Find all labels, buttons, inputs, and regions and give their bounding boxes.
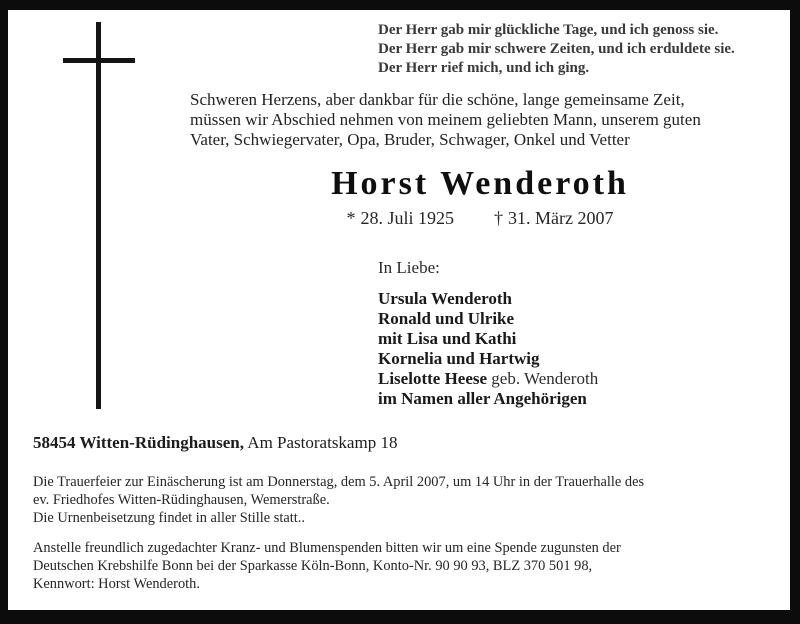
mourner-line: Ronald und Ulrike: [378, 309, 515, 328]
mourner-line: Liselotte Heese geb. Wenderoth: [378, 369, 599, 388]
deceased-name: Horst Wenderoth: [331, 165, 629, 202]
address-city: 58454 Witten-Rüdinghausen,: [33, 433, 244, 452]
cross-vertical-bar: [96, 22, 101, 409]
epigraph-line: Der Herr gab mir schwere Zeiten, und ich erduldete sie.: [378, 41, 735, 57]
epigraph-line: Der Herr rief mich, und ich ging.: [378, 60, 590, 76]
intro-line: Vater, Schwiegervater, Opa, Bruder, Schwager, Onkel und Vetter: [190, 130, 630, 149]
mourner-line: im Namen aller Angehörigen: [378, 389, 587, 408]
intro-line: Schweren Herzens, aber dankbar für die schöne, lange gemeinsame Zeit,: [190, 90, 685, 109]
donation-info: [33, 539, 621, 593]
intro-line: müssen wir Abschied nehmen von meinem geliebten Mann, unserem guten: [190, 110, 701, 129]
death-date: † 31. März 2007: [494, 208, 614, 228]
address-line: [33, 433, 397, 453]
birth-date: * 28. Juli 1925: [346, 208, 455, 228]
mourner-line: Kornelia und Hartwig: [378, 349, 540, 368]
death-dagger-symbol: †: [494, 208, 504, 228]
address-street: Am Pastoratskamp 18: [243, 433, 398, 452]
funeral-info-line: Die Urnenbeisetzung findet in aller Stille statt..: [33, 510, 305, 526]
epigraph: [378, 21, 735, 78]
donation-info-line: Kennwort: Horst Wenderoth.: [33, 576, 200, 592]
donation-info-line: Anstelle freundlich zugedachter Kranz- und Blumenspenden bitten wir um eine Spende zugunsten der: [33, 540, 621, 556]
deceased-block: [160, 166, 800, 229]
epigraph-line: Der Herr gab mir glückliche Tage, und ich genoss sie.: [378, 22, 719, 38]
intro-paragraph: [190, 90, 701, 150]
donation-info-line: Deutschen Krebshilfe Bonn bei der Sparkasse Köln-Bonn, Konto-Nr. 90 90 93, BLZ 370 501 98,: [33, 558, 593, 574]
mourner-line: mit Lisa und Kathi: [378, 329, 517, 348]
cross-horizontal-bar: [63, 58, 135, 63]
funeral-info-line: Die Trauerfeier zur Einäscherung ist am Donnerstag, dem 5. April 2007, um 14 Uhr in der Trauerhalle des: [33, 474, 645, 490]
mourner-line: Ursula Wenderoth: [378, 289, 512, 308]
birth-star-symbol: *: [346, 208, 356, 228]
life-dates: [160, 208, 800, 229]
funeral-info-line: ev. Friedhofes Witten-Rüdinghausen, Wemerstraße.: [33, 492, 330, 508]
funeral-info: [33, 473, 644, 527]
mourners-list: [378, 289, 598, 409]
mourners-heading: In Liebe:: [378, 258, 440, 277]
